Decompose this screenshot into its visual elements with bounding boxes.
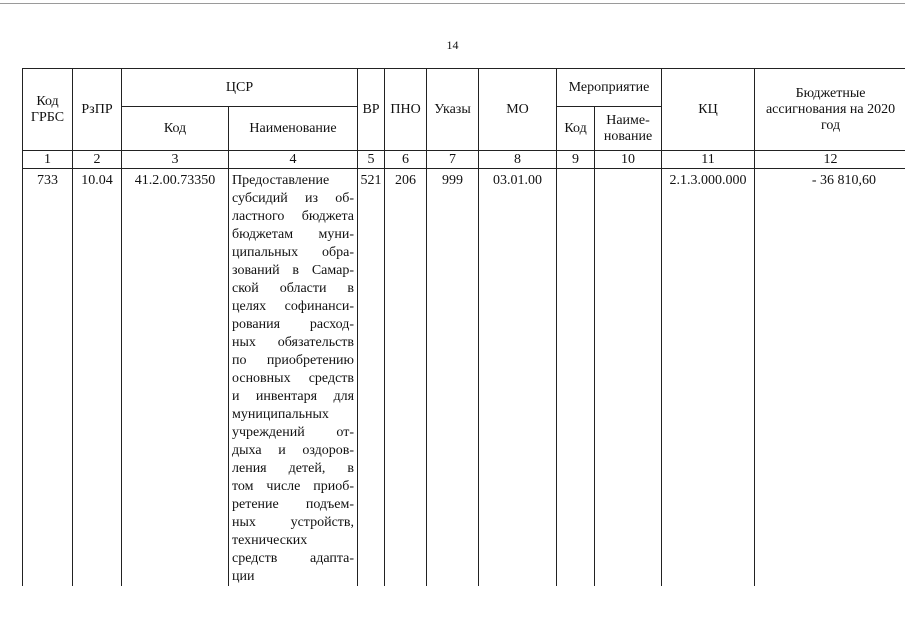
column-number: 8 bbox=[479, 151, 557, 169]
header-mer-name: Наиме-нование bbox=[595, 107, 662, 151]
header-vr: ВР bbox=[358, 69, 385, 151]
header-budget: Бюджетные ассигнования на 2020 год bbox=[755, 69, 905, 151]
header-kc: КЦ bbox=[662, 69, 755, 151]
cell-rzpr: 10.04 bbox=[73, 169, 122, 587]
column-number: 10 bbox=[595, 151, 662, 169]
cell-kod-grbs: 733 bbox=[23, 169, 73, 587]
name-line: ской области в bbox=[232, 281, 355, 296]
cell-pno: 206 bbox=[385, 169, 427, 587]
header-rzpr: РзПР bbox=[73, 69, 122, 151]
column-number: 7 bbox=[427, 151, 479, 169]
name-line: ции bbox=[232, 569, 255, 584]
column-number: 4 bbox=[229, 151, 358, 169]
name-line: ных обязательств bbox=[232, 335, 355, 350]
name-line: учреждений от- bbox=[232, 425, 355, 440]
header-csr: ЦСР bbox=[122, 69, 358, 107]
name-line: ных устройств, bbox=[232, 515, 355, 530]
header-meropriyatie: Мероприятие bbox=[557, 69, 662, 107]
column-number: 11 bbox=[662, 151, 755, 169]
header-pno: ПНО bbox=[385, 69, 427, 151]
column-number-row bbox=[23, 151, 905, 169]
column-number: 3 bbox=[122, 151, 229, 169]
name-line: технических bbox=[232, 533, 308, 548]
cell-amount: - 36 810,60 bbox=[755, 169, 905, 587]
column-number: 2 bbox=[73, 151, 122, 169]
name-line: том числе приоб- bbox=[232, 479, 355, 494]
top-rule bbox=[0, 3, 905, 4]
name-line: ластного бюджета bbox=[232, 209, 355, 224]
name-line: по приобретению bbox=[232, 353, 355, 368]
column-number: 6 bbox=[385, 151, 427, 169]
header-csr-name: Наименование bbox=[229, 107, 358, 151]
cell-ukazy: 999 bbox=[427, 169, 479, 587]
name-line: рования расход- bbox=[232, 317, 355, 332]
header-mo: МО bbox=[479, 69, 557, 151]
name-line: Предоставление bbox=[232, 173, 330, 188]
column-number: 12 bbox=[755, 151, 905, 169]
header-mer-kod: Код bbox=[557, 107, 595, 151]
name-line: основных средств bbox=[232, 371, 355, 386]
header-ukazy: Указы bbox=[427, 69, 479, 151]
name-line: зований в Самар- bbox=[232, 263, 355, 278]
cell-csr-kod: 41.2.00.73350 bbox=[122, 169, 229, 587]
name-line: дыха и оздоров- bbox=[232, 443, 355, 458]
name-line: муниципальных bbox=[232, 407, 329, 422]
cell-mo: 03.01.00 bbox=[479, 169, 557, 587]
name-line: субсидий из об- bbox=[232, 191, 355, 206]
name-line: целях софинанси- bbox=[232, 299, 355, 314]
name-line: и инвентаря для bbox=[232, 389, 355, 404]
name-line: бюджетам муни- bbox=[232, 227, 355, 242]
header-csr-kod: Код bbox=[122, 107, 229, 151]
column-number: 9 bbox=[557, 151, 595, 169]
name-line: ления детей, в bbox=[232, 461, 355, 476]
name-line: средств адапта- bbox=[232, 551, 355, 566]
cell-name bbox=[229, 169, 358, 587]
column-number: 5 bbox=[358, 151, 385, 169]
cell-kc: 2.1.3.000.000 bbox=[662, 169, 755, 587]
cell-mer-name bbox=[595, 169, 662, 587]
name-line: ципальных обра- bbox=[232, 245, 355, 260]
cell-vr: 521 bbox=[358, 169, 385, 587]
table-row bbox=[23, 169, 905, 587]
column-number: 1 bbox=[23, 151, 73, 169]
page-number: 14 bbox=[446, 38, 459, 52]
budget-table bbox=[22, 68, 905, 586]
name-line: ретение подъем- bbox=[232, 497, 355, 512]
cell-mer-kod bbox=[557, 169, 595, 587]
header-kod-grbs: Код ГРБС bbox=[23, 69, 73, 151]
